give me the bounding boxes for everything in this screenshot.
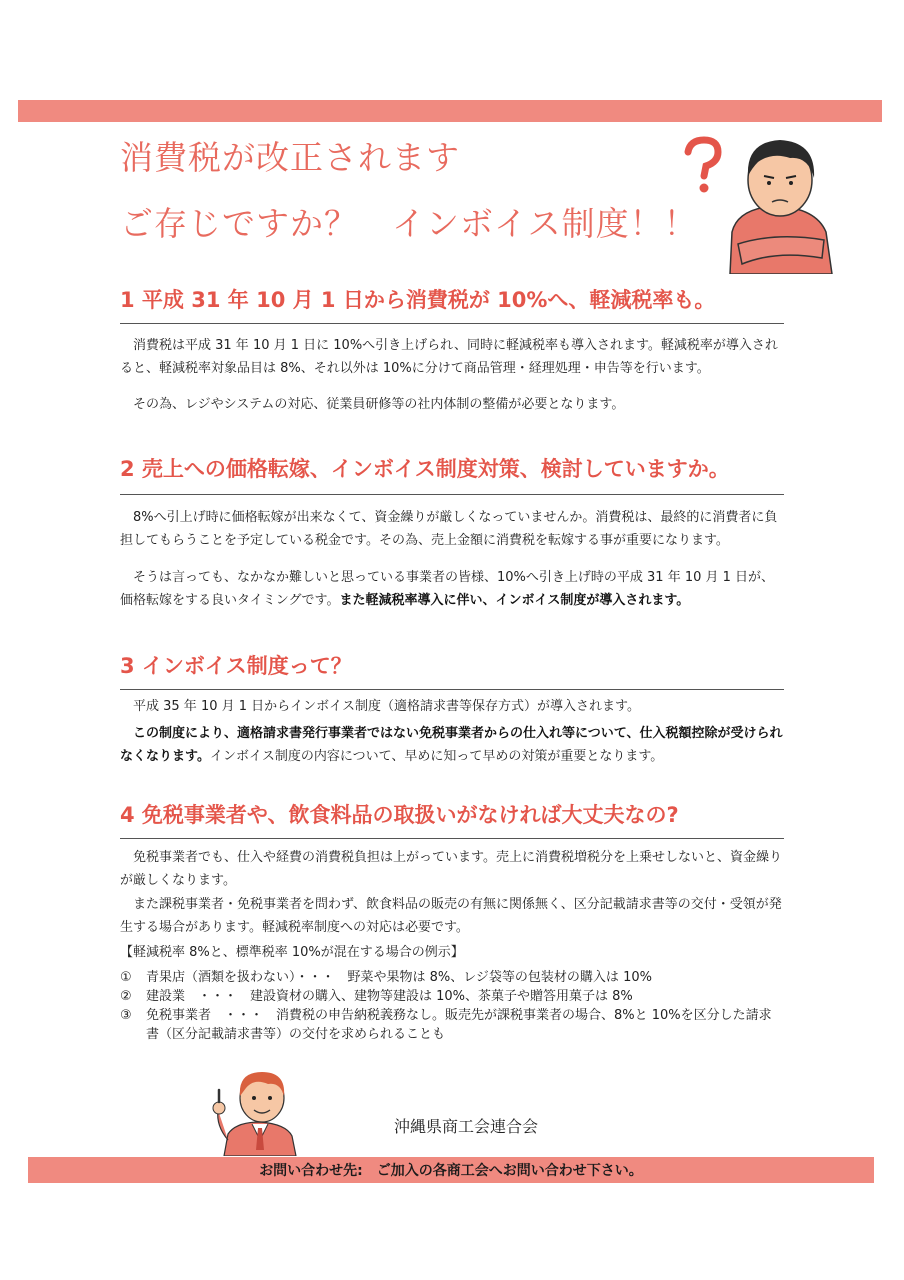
section-3-normal-tail: インボイス制度の内容について、早めに知って早めの対策が重要となります。 [209, 749, 664, 764]
pointing-man-illustration [206, 1066, 306, 1156]
section-2-paragraph-1: 8%へ引上げ時に価格転嫁が出来なくて、資金繰りが厳しくなっていませんか。消費税は、最終的に消費者に負担してもらうことを予定している税金です。その為、売上金額に消費税を転嫁する事が重要になります。 [120, 510, 778, 548]
page-title-line2: ご存じですか？ インボイス制度！！ [120, 204, 698, 243]
list-item [120, 987, 784, 1006]
list-item-text: 青果店（酒類を扱わない）・・・ 野菜や果物は 8%、レジ袋等の包装材の購入は 10% [146, 970, 652, 985]
section-4-example-title: 【軽減税率 8%と、標準税率 10%が混在する場合の例示】 [120, 945, 464, 960]
confused-man-illustration [676, 132, 846, 274]
section-2-bold-note: また軽減税率導入に伴い、インボイス制度が導入されます。 [339, 593, 690, 608]
section-4-heading: 4 免税事業者や、飲食料品の取扱いがなければ大丈夫なの? [120, 803, 679, 827]
section-4-paragraph-1: 免税事業者でも、仕入や経費の消費税負担は上がっています。売上に消費税増税分を上乗せしないと、資金繰りが厳しくなります。 [120, 850, 782, 888]
section-3-heading: 3 インボイス制度って？ [120, 654, 352, 678]
section-4-example-list [120, 968, 784, 1044]
list-item [120, 1006, 784, 1044]
section-3-divider [120, 689, 784, 690]
section-2-paragraph-2 [120, 566, 784, 612]
organization-name: 沖縄県商工会連合会 [394, 1117, 539, 1136]
top-banner-bar [18, 100, 882, 122]
list-item-number: ② [120, 989, 132, 1004]
list-item-text: 免税事業者 ・・・ 消費税の申告納税義務なし。販売先が課税事業者の場合、8%と 10%を区分した請求書（区分記載請求書等）の交付を求められることも [146, 1008, 772, 1042]
contact-banner [28, 1157, 874, 1183]
section-1-paragraph-2: その為、レジやシステムの対応、従業員研修等の社内体制の整備が必要となります。 [133, 397, 625, 412]
section-2-divider [120, 494, 784, 495]
page-title-line1: 消費税が改正されます [120, 138, 460, 177]
section-3-paragraph-2 [120, 722, 784, 768]
list-item [120, 968, 784, 987]
contact-text: お問い合わせ先: ご加入の各商工会へお問い合わせ下さい。 [259, 1163, 643, 1179]
list-item-number: ① [120, 970, 132, 985]
section-3-paragraph-1: 平成 35 年 10 月 1 日からインボイス制度（適格請求書等保存方式）が導入されます。 [133, 699, 640, 714]
section-4-divider [120, 838, 784, 839]
section-2-heading: 2 売上への価格転嫁、インボイス制度対策、検討していますか。 [120, 457, 730, 481]
section-3-bold-lead: この制度により、適格請求書発行事業者ではない免税事業者からの仕入れ等について、仕入税額控除が受けられなくなります。 [120, 726, 783, 764]
list-item-text: 建設業 ・・・ 建設資材の購入、建物等建設は 10%、茶菓子や贈答用菓子は 8% [146, 989, 633, 1004]
section-1-heading: 1 平成 31 年 10 月 1 日から消費税が 10%へ、軽減税率も。 [120, 288, 716, 312]
section-1-divider [120, 323, 784, 324]
list-item-number: ③ [120, 1008, 132, 1023]
section-1-paragraph-1: 消費税は平成 31 年 10 月 1 日に 10%へ引き上げられ、同時に軽減税率も導入されます。軽減税率が導入されると、軽減税率対象品目は 8%、それ以外は 10%に分けて商品管理・経理処理・申告等を行います。 [120, 338, 778, 376]
section-4-paragraph-2: また課税事業者・免税事業者を問わず、飲食料品の販売の有無に関係無く、区分記載請求書等の交付・受領が発生する場合があります。軽減税率制度への対応は必要です。 [120, 897, 782, 935]
section-2-paragraph-2-text: そうは言っても、なかなか難しいと思っている事業者の皆様、10%へ引き上げ時の平成 31 年 10 月 1 日が、価格転嫁をする良いタイミングです。 [120, 570, 775, 608]
